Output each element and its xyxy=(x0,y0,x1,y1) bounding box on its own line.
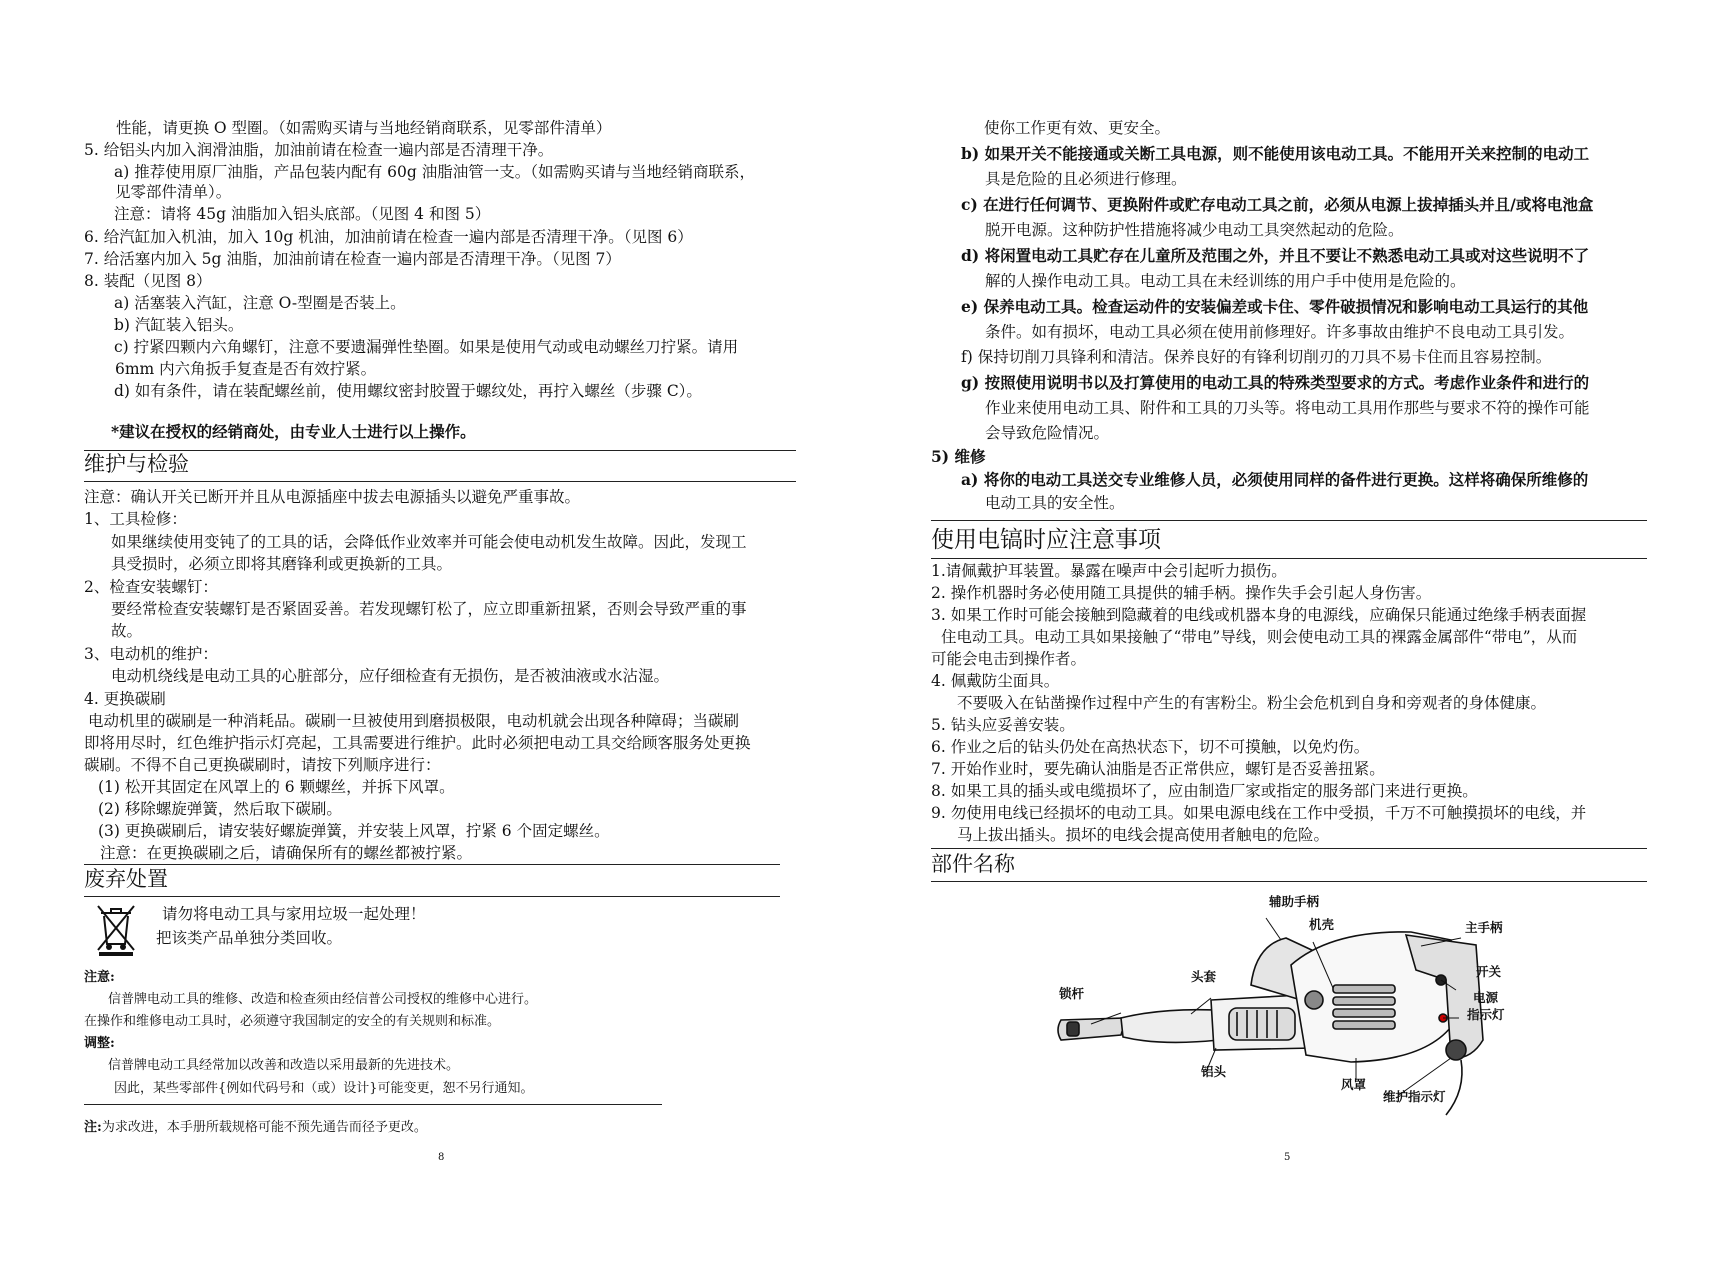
label-fan-cover: 风罩 xyxy=(1341,1077,1367,1092)
text-line: (2) 移除螺旋弹簧，然后取下碳刷。 xyxy=(98,800,342,818)
text-line: 具是危险的且必须进行修理。 xyxy=(985,170,1187,188)
section-title-disposal: 废弃处置 xyxy=(84,867,168,891)
text-line: 2、检查安装螺钉： xyxy=(84,578,218,596)
text-line: 如果继续使用变钝了的工具的话，会降低作业效率并可能会使电动机发生故障。因此，发现工 xyxy=(111,533,747,551)
section-rule xyxy=(931,848,1647,849)
text-line: c) 拧紧四颗内六角螺钉，注意不要遗漏弹性垫圈。如果是使用气动或电动螺丝刀拧紧。请用 xyxy=(114,338,739,356)
text-line: 即将用尽时，红色维护指示灯亮起，工具需要进行维护。此时必须把电动工具交给顾客服务处更换 xyxy=(84,734,751,752)
text-line: 3. 如果工作时可能会接触到隐藏着的电线或机器本身的电源线，应确保只能通过绝缘手柄表面握 xyxy=(931,606,1587,624)
note-label: 注意: xyxy=(84,970,115,985)
label-aluminum-head: 铝头 xyxy=(1201,1064,1227,1079)
text-line: 电动机里的碳刷是一种消耗品。碳刷一旦被使用到磨损极限，电动机就会出现各种障碍；当碳刷 xyxy=(88,712,740,730)
text-line: 脱开电源。这种防护性措施将减少电动工具突然起动的危险。 xyxy=(985,221,1404,239)
text-line: 5. 钻头应妥善安装。 xyxy=(931,716,1075,734)
adjust-label: 调整: xyxy=(84,1036,115,1051)
text-line: 可能会电击到操作者。 xyxy=(931,650,1087,668)
text-line: 碳刷。不得不自己更换碳刷时，请按下列顺序进行： xyxy=(84,756,441,774)
text-line: 6. 给汽缸加入机油，加入 10g 机油，加油前请在检查一遍内部是否清理干净。（见图 6） xyxy=(84,228,693,246)
text-line: 注意：在更换碳刷之后，请确保所有的螺丝都被拧紧。 xyxy=(100,844,473,862)
footnote-label: 注: xyxy=(84,1120,102,1135)
text-line: 6mm 内六角扳手复查是否有效拧紧。 xyxy=(115,360,377,378)
text-line: 要经常检查安装螺钉是否紧固妥善。若发现螺钉松了，应立即重新扭紧，否则会导致严重的事 xyxy=(111,600,747,618)
label-head-cover: 头套 xyxy=(1191,969,1217,984)
page-number: 8 xyxy=(438,1152,445,1163)
label-maintenance-light: 维护指示灯 xyxy=(1383,1089,1446,1104)
text-line: 7. 给活塞内加入 5g 油脂，加油前请在检查一遍内部是否清理干净。（见图 7） xyxy=(84,250,621,268)
section-title-maintenance: 维护与检验 xyxy=(84,452,189,476)
section-title-usage: 使用电镐时应注意事项 xyxy=(931,527,1161,553)
text-line: 使你工作更有效、更安全。 xyxy=(984,119,1171,137)
text-line: 作业来使用电动工具、附件和工具的刀头等。将电动工具用作那些与要求不符的操作可能 xyxy=(985,399,1590,417)
text-line: 不要吸入在钻凿操作过程中产生的有害粉尘。粉尘会危机到自身和旁观者的身体健康。 xyxy=(957,694,1547,712)
section-rule xyxy=(931,520,1647,521)
text-line: 4. 更换碳刷 xyxy=(84,690,166,708)
label-power-light: 指示灯 xyxy=(1467,1007,1505,1022)
text-line: 6. 作业之后的钻头仍处在高热状态下，切不可摸触，以免灼伤。 xyxy=(931,738,1370,756)
section-title-parts: 部件名称 xyxy=(931,852,1015,876)
note-line: 在操作和维修电动工具时，必须遵守我国制定的安全的有关规则和标准。 xyxy=(84,1014,501,1029)
text-line: a) 活塞装入汽缸，注意 O-型圈是否装上。 xyxy=(114,294,406,312)
page-number: 5 xyxy=(1284,1152,1291,1163)
text-line: 性能，请更换 O 型圈。（如需购买请与当地经销商联系，见零部件清单） xyxy=(116,119,612,137)
text-line: 见零部件清单）。 xyxy=(115,183,232,201)
text-line: g) 按照使用说明书以及打算使用的电动工具的特殊类型要求的方式。考虑作业条件和进行的 xyxy=(961,373,1590,392)
text-line: 4. 佩戴防尘面具。 xyxy=(931,672,1060,690)
section-rule xyxy=(931,558,1647,559)
text-line: 注意：确认开关已断开并且从电源插座中拔去电源插头以避免严重事故。 xyxy=(84,488,581,506)
text-line: (3) 更换碳刷后，请安装好螺旋弹簧，并安装上风罩，拧紧 6 个固定螺丝。 xyxy=(98,822,610,840)
label-housing: 机壳 xyxy=(1309,917,1335,932)
section-rule xyxy=(84,864,780,865)
label-switch: 开关 xyxy=(1476,964,1502,979)
text-line: b) 如果开关不能接通或关断工具电源，则不能使用该电动工具。不能用开关来控制的电动工 xyxy=(961,144,1590,163)
text-line: 5) 维修 xyxy=(931,447,986,466)
text-line: 3、电动机的维护： xyxy=(84,645,218,663)
adjust-line: 信普牌电动工具经常加以改善和改造以采用最新的先进技术。 xyxy=(108,1058,460,1073)
text-line: 具受损时，必须立即将其磨锋利或更换新的工具。 xyxy=(111,555,453,573)
advice-note: *建议在授权的经销商处，由专业人士进行以上操作。 xyxy=(111,422,476,441)
demolition-hammer-diagram xyxy=(1051,890,1521,1120)
text-line: 电动工具的安全性。 xyxy=(985,494,1125,512)
section-rule xyxy=(84,450,796,451)
text-line: 故。 xyxy=(111,622,143,640)
text-line: 7. 开始作业时，要先确认油脂是否正常供应，螺钉是否妥善扭紧。 xyxy=(931,760,1385,778)
footnote-text: 为求改进，本手册所载规格可能不预先通告而径予更改。 xyxy=(101,1120,427,1135)
footnote xyxy=(84,1117,427,1139)
text-line: d) 如有条件，请在装配螺丝前，使用螺纹密封胶置于螺纹处，再拧入螺丝（步骤 C）。 xyxy=(114,382,702,400)
section-rule xyxy=(84,896,780,897)
text-line: 9. 勿使用电线已经损坏的电动工具。如果电源电线在工作中受损，千万不可触摸损坏的电线，并 xyxy=(931,804,1587,822)
text-line: 解的人操作电动工具。电动工具在未经训练的用户手中使用是危险的。 xyxy=(985,272,1466,290)
text-line: e) 保养电动工具。检查运动件的安装偏差或卡住、零件破损情况和影响电动工具运行的其他 xyxy=(961,297,1589,316)
text-line: 8. 装配（见图 8） xyxy=(84,272,212,290)
text-line: 5. 给铝头内加入润滑油脂，加油前请在检查一遍内部是否清理干净。 xyxy=(84,141,554,159)
text-line: 马上拔出插头。损坏的电线会提高使用者触电的危险。 xyxy=(957,826,1330,844)
section-rule xyxy=(84,481,796,482)
label-power-light: 电源 xyxy=(1473,990,1499,1005)
adjust-line: 因此，某些零部件{例如代码号和（或）设计}可能变更，恕不另行通知。 xyxy=(114,1081,534,1096)
label-lock-rod: 锁杆 xyxy=(1059,986,1085,1001)
disposal-line: 把该类产品单独分类回收。 xyxy=(156,929,343,947)
weee-bin-icon xyxy=(96,902,136,956)
text-line: c) 在进行任何调节、更换附件或贮存电动工具之前，必须从电源上拔掉插头并且/或将电池盒 xyxy=(961,195,1594,214)
text-line: 条件。如有损坏，电动工具必须在使用前修理好。许多事故由维护不良电动工具引发。 xyxy=(985,323,1575,341)
text-line: a) 将你的电动工具送交专业维修人员，必须使用同样的备件进行更换。这样将确保所维修的 xyxy=(961,470,1589,489)
note-line: 信普牌电动工具的维修、改造和检查须由经信普公司授权的维修中心进行。 xyxy=(108,992,538,1007)
text-line: 注意：请将 45g 油脂加入铝头底部。（见图 4 和图 5） xyxy=(114,205,491,223)
text-line: f) 保持切削刀具锋利和清洁。保养良好的有锋利切削刃的刀具不易卡住而且容易控制。 xyxy=(961,348,1552,366)
label-main-handle: 主手柄 xyxy=(1465,920,1503,935)
text-line: 会导致危险情况。 xyxy=(985,424,1110,442)
text-line: 1.请佩戴护耳装置。暴露在噪声中会引起听力损伤。 xyxy=(931,562,1287,580)
text-line: a) 推荐使用原厂油脂，产品包装内配有 60g 油脂油管一支。（如需购买请与当地经销商联系， xyxy=(114,163,755,181)
section-rule xyxy=(931,881,1647,882)
text-line: 1、工具检修： xyxy=(84,510,187,528)
footnote-rule xyxy=(84,1104,662,1105)
disposal-line: 请勿将电动工具与家用垃圾一起处理！ xyxy=(162,905,426,923)
text-line: 住电动工具。电动工具如果接触了“带电”导线，则会使电动工具的裸露金属部件“带电”，从而 xyxy=(941,628,1578,646)
text-line: 电动机绕线是电动工具的心脏部分，应仔细检查有无损伤，是否被油液或水沾湿。 xyxy=(111,667,670,685)
text-line: 2. 操作机器时务必使用随工具提供的辅手柄。操作失手会引起人身伤害。 xyxy=(931,584,1432,602)
text-line: 8. 如果工具的插头或电缆损坏了，应由制造厂家或指定的服务部门来进行更换。 xyxy=(931,782,1478,800)
text-line: (1) 松开其固定在风罩上的 6 颗螺丝，并拆下风罩。 xyxy=(98,778,455,796)
text-line: b) 汽缸装入铝头。 xyxy=(114,316,244,334)
text-line: d) 将闲置电动工具贮存在儿童所及范围之外，并且不要让不熟悉电动工具或对这些说明不了 xyxy=(961,246,1590,265)
label-aux-handle: 辅助手柄 xyxy=(1269,894,1320,909)
